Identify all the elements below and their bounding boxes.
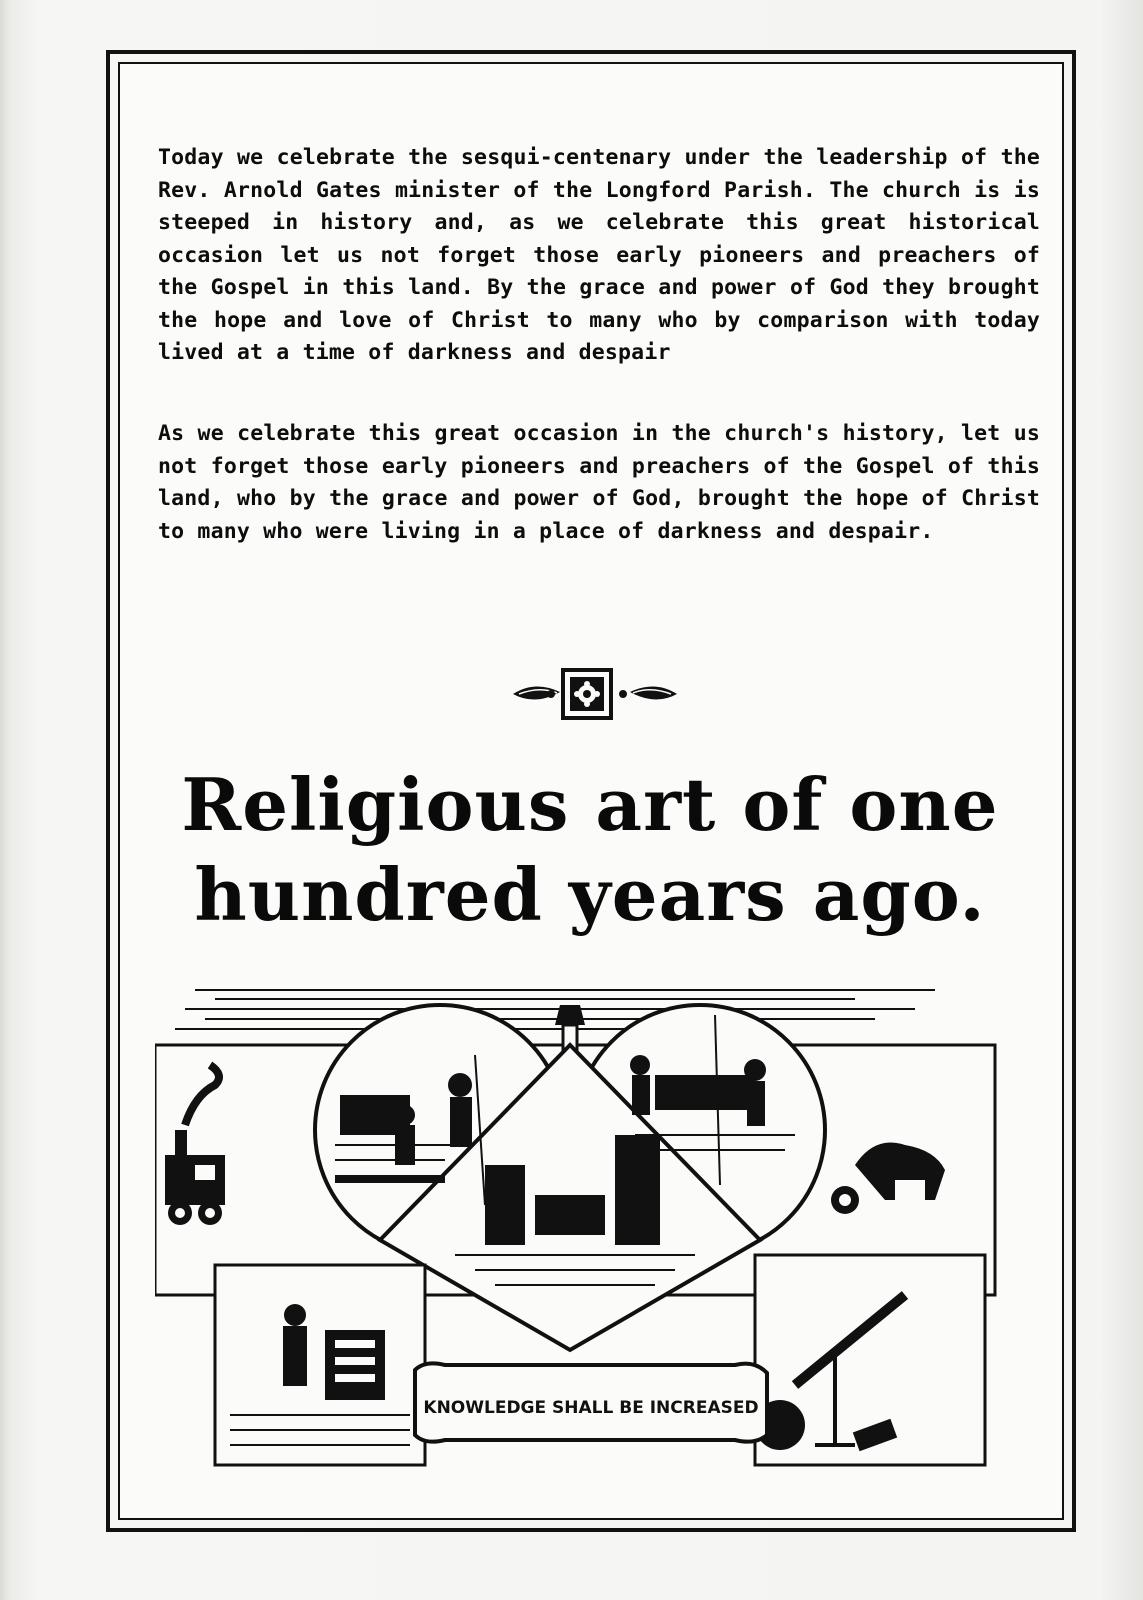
floral-divider-icon bbox=[505, 666, 685, 722]
banner-motto: KNOWLEDGE SHALL BE INCREASED bbox=[423, 1398, 759, 1418]
paragraph-sesqui-centenary: Today we celebrate the sesqui-centenary under the leadership of the Rev. Arnold Gates minister of the Longford Parish. The church is is steeped in history and, as we celebrate this great historical occasion let us not forget those early pioneers and preachers of the Gospel in this land. By the grace and power of God they brought the hope and love of Christ to many who by comparison with today lived at a time of darkness and despair bbox=[158, 145, 1040, 365]
religious-engraving-illustration bbox=[155, 985, 1025, 1485]
paragraph-pioneers: As we celebrate this great occasion in the church's history, let us not forget those early pioneers and preachers of the Gospel of this land, who by the grace and power of God, brought the hope of Christ to many who were living in a place of darkness and despair. bbox=[158, 421, 1040, 544]
heading-line-2: hundred years ago. bbox=[194, 852, 986, 937]
heading-religious-art bbox=[140, 760, 1040, 940]
heading-line-1: Religious art of one bbox=[181, 762, 999, 847]
